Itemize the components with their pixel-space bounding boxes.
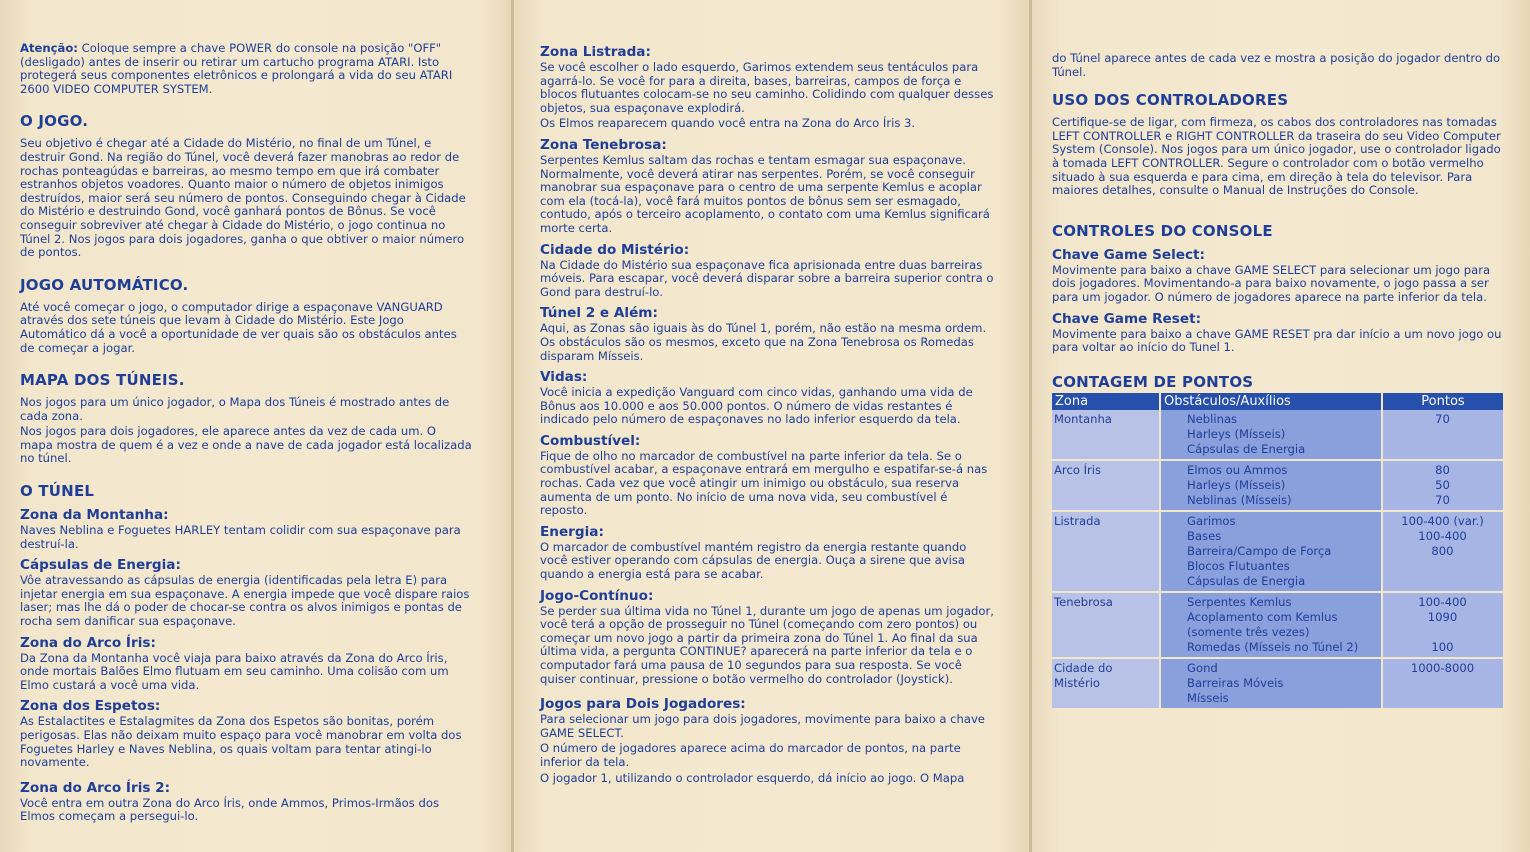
obstacles-cell [1160,460,1382,511]
table-row [1052,460,1503,511]
obstacle-item: Barreiras Móveis [1187,675,1284,690]
dois-jogadores-title: Jogos para Dois Jogadores: [540,696,746,713]
uso-text: Certifique-se de ligar, com firmeza, os cabos dos controladores nas tomadas LEFT CONTROLLER e RIGHT CONTROLLER da traseira do seu Video Computer System (Console). Nos jogos para um único jogador, use o controlador ligado à tomada LEFT CONTROLLER. Segure o controlador com o botão vermelho situado à sua esquerda e para cima, em direção à tela do televisor. Para maiores detalhes, consulte o Manual de Instruções do Console. [1052,115,1501,198]
panel-middle [512,0,1030,852]
listrada-title: Zona Listrada: [540,44,651,60]
combustivel-text: Fique de olho no marcador de combustível na parte inferior da tela. Se o combustível acabar, a espaçonave entrará em mergulho e espatifar-se-á nas rochas. Cada vez que você atingir um inimigo ou obstáculo, sua reserva aumenta de um ponto. No início de uma nova vida, seu combustível é reposto. [540,448,988,518]
points-value: 50 [1435,477,1450,492]
arco2-title: Zona do Arco Íris 2: [20,779,171,796]
points-value: 80 [1435,462,1450,477]
obstacle-item: Serpentes Kemlus [1187,594,1292,609]
points-value: 100-400 [1418,528,1467,543]
points-value: 1000-8000 [1410,660,1475,675]
header-zona: Zona [1052,393,1160,410]
capsulas-text: Vôe atravessando as cápsulas de energia (identificadas pela letra E) para injetar energia em sua espaçonave. A energia impede que você dispare raios laser; mas lhe dá o poder de chocar-se contra os alvos inimigos e pontas de rocha sem danificar sua espaçonave. [20,573,470,629]
obstacle-item: Cápsulas de Energia [1187,441,1306,456]
obstacle-item: Neblinas [1187,411,1238,426]
vidas-text: Você inicia a expedição Vanguard com cinco vidas, ganhando uma vida de Bônus aos 10.000 e aos 50.000 pontos. O número de vidas restantes é indicado pelo número de espaçonaves no lado inferior esquerdo da tela. [540,385,973,427]
arco-title: Zona do Arco Íris: [20,634,156,651]
obstacle-item: Romedas (Mísseis no Túnel 2) [1187,639,1359,654]
tenebrosa-title: Zona Tenebrosa: [540,136,667,153]
obstacles-cell [1160,592,1382,658]
panel-left [0,0,512,852]
points-value: 100 [1431,639,1454,654]
obstacles-cell [1160,658,1382,709]
cidade-text: Na Cidade do Mistério sua espaçonave fica aprisionada entre duas barreiras móveis. Para escapar, você deverá disparar sobre a barreira superior contra o Gond para destruí-lo. [540,257,994,299]
points-table-header [1052,393,1503,410]
vidas-title: Vidas: [540,369,588,386]
points-cell [1382,460,1503,511]
zone-cell: Cidade do Mistério [1052,658,1160,709]
obstacle-item: Harleys (Mísseis) [1187,426,1286,441]
listrada-text-2: Os Elmos reaparecem quando você entra na Zona do Arco Íris 3. [540,116,916,131]
arco2-text: Você entra em outra Zona do Arco Íris, onde Ammos, Primos-Irmãos dos Elmos começam a persegui-lo. [20,795,439,824]
obstacle-item: Garimos [1187,513,1236,528]
obstacle-item: Acoplamento com Kemlus [1187,609,1338,624]
points-table-body [1052,410,1503,709]
mapa-text-2: Nos jogos para dois jogadores, ele aparece antes da vez de cada um. O mapa mostra de quem é a vez e onde a nave de cada jogador está localizada no túnel. [20,424,472,466]
zone-cell: Tenebrosa [1052,592,1160,658]
auto-text: Até você começar o jogo, o computador dirige a espaçonave VANGUARD através dos sete túneis que levam à Cidade do Mistério. Este Jogo Automático dá a você a oportunidade de ver quais são os obstáculos antes de começar a jogar. [20,299,457,355]
continuo-title: Jogo-Contínuo: [540,587,654,604]
section-title-tunel: O TÚNEL [20,482,95,501]
obstacle-item: Harleys (Mísseis) [1187,477,1286,492]
capsulas-title: Cápsulas de Energia: [20,557,181,574]
zone-cell: Arco Íris [1052,460,1160,511]
points-value: 800 [1431,543,1454,558]
obstacle-item: (somente três vezes) [1187,624,1310,639]
obstacle-item: Mísseis [1187,690,1229,705]
arco-text: Da Zona da Montanha você viaja para baixo através da Zona do Arco Íris, onde mortais Balões Elmo flutuam em seu caminho. Uma colisão com um Elmo custará a você uma vida. [20,650,449,692]
tunel2-text: Aqui, as Zonas são iguais às do Túnel 1, porém, não estão na mesma ordem. Os obstáculos são os mesmos, exceto que na Zona Tenebrosa os Romedas disparam Mísseis. [540,321,987,363]
energia-text: O marcador de combustível mantém registro da energia restante quando você estiver operando com cápsulas de energia. Ouça a sirene que avisa quando a energia está para se acabar. [540,539,967,582]
obstacle-item: Neblinas (Mísseis) [1187,492,1292,507]
reset-text: Movimente para baixo a chave GAME RESET pra dar início a um novo jogo ou para voltar ao início do Tunel 1. [1052,326,1502,355]
section-title-uso: USO DOS CONTROLADORES [1052,91,1289,110]
obstacle-item: Elmos ou Ammos [1187,462,1288,477]
continuation-text: do Túnel aparece antes de cada vez e mostra a posição do jogador dentro do Túnel. [1052,51,1501,79]
panel-right [1030,0,1530,852]
obstacle-item: Cápsulas de Energia [1187,573,1306,588]
points-value: 70 [1435,492,1450,507]
dois-jogadores-text-1: Para selecionar um jogo para dois jogadores, movimente para baixo a chave GAME SELECT. [540,712,985,740]
cidade-title: Cidade do Mistério: [540,241,690,258]
section-title-mapa: MAPA DOS TÚNEIS. [20,371,185,390]
points-cell [1382,592,1503,658]
points-value: 100-400 (var.) [1401,513,1484,528]
obstacle-item: Bases [1187,528,1222,543]
section-title-contagem: CONTAGEM DE PONTOS [1052,372,1254,391]
obstacle-item: Barreira/Campo de Força [1187,543,1332,558]
fold-line [511,0,514,852]
obstacle-item: Gond [1187,660,1218,675]
montanha-title: Zona da Montanha: [20,507,169,524]
select-text: Movimente para baixo a chave GAME SELECT para selecionar um jogo para dois jogadores. Movimentando-a para baixo novamente, o jogo passa a ser para um jogador. O número de jogadores aparece na parte inferior da tela. [1052,262,1491,304]
zone-cell: Montanha [1052,410,1160,460]
points-value: 100-400 [1418,594,1467,609]
energia-title: Energia: [540,523,604,540]
obstacle-item: Blocos Flutuantes [1187,558,1290,573]
obstacles-cell [1160,410,1382,460]
section-title-jogo: O JOGO. [20,112,89,131]
listrada-text: Se você escolher o lado esquerdo, Garimos extendem seus tentáculos para agarrá-lo. Se você for para a direita, bases, barreiras, campos de força e blocos flutuantes colocam-se no seu caminho. Colidindo com qualquer desses objetos, sua espaçonave explodirá. [540,60,994,115]
continuo-text: Se perder sua última vida no Túnel 1, durante um jogo de apenas um jogador, você terá a opção de prosseguir no Túnel (começando com zero pontos) ou começar um novo jogo a partir da primeira zona do Túnel 1. Ao final da sua última vida, a pergunta CONTINUE? aparecerá na parte inferior da tela e o computador fará uma pausa de 10 segundos para sua resposta. Se você quiser continuar, pressione o botão vermelho do controlador (Joystick). [540,603,994,686]
tunel2-title: Túnel 2 e Além: [540,305,658,322]
table-row [1052,511,1503,592]
warning-label: Atenção: [20,41,78,55]
espetos-text: As Estalactites e Estalagmites da Zona dos Espetos são bonitas, porém perigosas. Elas não deixam muito espaço para você manobrar em volta dos Foguetes Harley e Naves Neblina, os quais voltam para tentar atingi-lo novamente. [20,714,462,770]
mapa-text-1: Nos jogos para um único jogador, o Mapa dos Túneis é mostrado antes de cada zona. [20,395,450,423]
tenebrosa-text: Serpentes Kemlus saltam das rochas e tentam esmagar sua espaçonave. Normalmente, você deverá atirar nas serpentes. Porém, se você conseguir manobrar sua espaçonave para o centro de uma serpente Kemlus e acoplar com ela (tocá-la), você fará muitos pontos de bônus sem ser esmagado, contudo, após o terceiro acoplamento, o contato com uma Kemlus significará morte certa. [540,152,990,235]
points-value: 1090 [1427,609,1458,624]
dois-jogadores-text-2: O número de jogadores aparece acima do marcador de pontos, na parte inferior da tela. [540,741,961,769]
points-cell [1382,658,1503,709]
points-table [1052,393,1503,710]
jogo-text: Seu objetivo é chegar até a Cidade do Mistério, no final de um Túnel, e destruir Gond. Na região do Túnel, você deverá fazer manobras ao redor de rochas ponteagúdas e barreiras, ao mesmo tempo em que irá combater estranhos objetos voadores. Quanto maior o número de objetos inimigos destruídos, maior será seu número de pontos. Conseguindo chegar à Cidade do Mistério e destruindo Gond, você ganhará pontos de Bônus. Se você conseguir sobreviver até chegar à Cidade do Mistério, o jogo continua no Túnel 2. Nos jogos para dois jogadores, ganha o que obtiver o maior número de pontos. [20,136,466,260]
select-title: Chave Game Select: [1052,246,1205,263]
table-row [1052,658,1503,709]
section-title-auto: JOGO AUTOMÁTICO. [20,275,189,294]
table-row [1052,410,1503,460]
espetos-title: Zona dos Espetos: [20,698,161,715]
obstacles-cell [1160,511,1382,592]
points-value: 70 [1435,411,1450,426]
reset-title: Chave Game Reset: [1052,310,1202,327]
section-title-console: CONTROLES DO CONSOLE [1052,221,1273,240]
warning-text: Coloque sempre a chave POWER do console na posição "OFF" (desligado) antes de inserir ou retirar um cartucho programa ATARI. Isto protegerá seus componentes eletrônicos e prolongará a vida do seu ATARI 2600 VIDEO COMPUTER SYSTEM. [20,41,453,96]
header-obstaculos: Obstáculos/Auxílios [1160,393,1382,410]
montanha-text: Naves Neblina e Foguetes HARLEY tentam colidir com sua espaçonave para destruí-la. [20,523,461,551]
points-cell [1382,511,1503,592]
zone-cell: Listrada [1052,511,1160,592]
combustivel-title: Combustível: [540,432,641,449]
dois-jogadores-text-3: O jogador 1, utilizando o controlador esquerdo, dá início ao jogo. O Mapa [540,770,965,785]
warning-paragraph [20,42,472,96]
points-cell [1382,410,1503,460]
points-value [1385,625,1500,640]
header-pontos: Pontos [1382,393,1503,410]
table-row [1052,592,1503,658]
fold-line [1029,0,1032,852]
